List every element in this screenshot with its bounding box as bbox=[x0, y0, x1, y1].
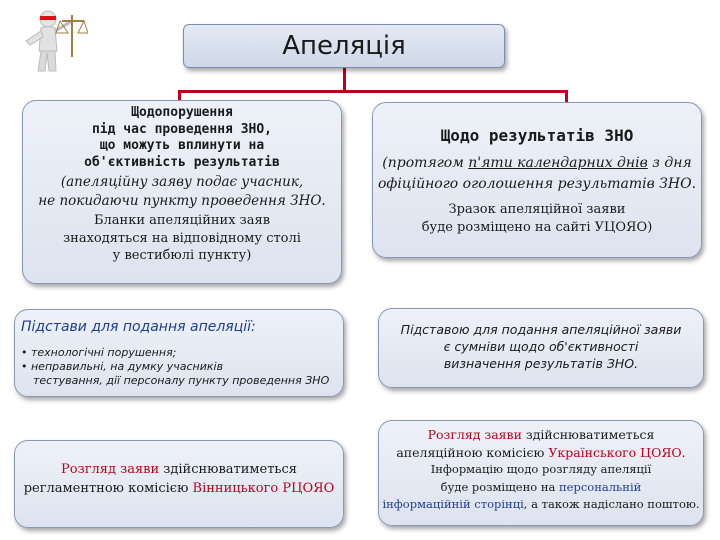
regional-review-line-2: регламентною комісією Вінницького РЦОЯО bbox=[23, 481, 335, 496]
personal-link-text[interactable]: персональній bbox=[559, 479, 642, 494]
info-line-3: інформаційній сторінці, а також надіслано поштою. bbox=[382, 497, 700, 511]
box-regional-review bbox=[14, 440, 344, 528]
grounds-item: тестування, дії персоналу пункту проведення ЗНО bbox=[33, 374, 330, 387]
violation-heading-line: об'єктивність результатів bbox=[84, 154, 280, 170]
review-application-text: Розгляд заяви bbox=[427, 427, 522, 442]
violation-heading-line: під час проведення ЗНО, bbox=[91, 121, 272, 137]
page-title: Апеляція bbox=[183, 24, 505, 68]
connector-line-center bbox=[343, 68, 346, 91]
justice-figure-icon bbox=[12, 5, 88, 75]
box-violation-appeal bbox=[22, 100, 342, 284]
results-term-line: (протягом п'яти календарних днів з дня bbox=[382, 155, 692, 171]
vinnytsia-rcoyao-text: Вінницького РЦОЯО bbox=[192, 481, 335, 496]
box-appeal-grounds bbox=[14, 309, 344, 397]
violation-heading-line: Щодопорушення bbox=[131, 105, 233, 120]
forms-line: знаходяться на відповідному столі bbox=[63, 230, 301, 246]
info-line-2: буде розміщено на персональній bbox=[440, 479, 642, 494]
grounds-item: • технологічні порушення; bbox=[21, 346, 177, 359]
regional-review-line: Розгляд заяви здійснюватиметься bbox=[61, 462, 297, 477]
basis-line: визначення результатів ЗНО. bbox=[443, 356, 639, 371]
central-review-line: Розгляд заяви здійснюватиметься bbox=[427, 427, 655, 442]
sample-line: Зразок апеляційної заяви bbox=[448, 202, 626, 217]
central-review-line-2: апеляційною комісією Українського ЦОЯО. bbox=[396, 444, 686, 460]
ukrainian-tsoyao-text: Українського ЦОЯО bbox=[548, 444, 682, 460]
box-appeal-basis bbox=[378, 308, 704, 388]
violation-note-line: (апеляційну заяву подає учасник, bbox=[60, 174, 304, 190]
connector-line-top bbox=[178, 90, 568, 93]
five-days-text: п'яти календарних днів bbox=[468, 155, 648, 171]
forms-line: у вестибюлі пункту) bbox=[112, 248, 252, 263]
results-term-line-2: офіційного оголошення результатів ЗНО. bbox=[377, 176, 697, 192]
box-results-appeal bbox=[372, 102, 702, 258]
info-line: Інформацію щодо розгляду апеляції bbox=[430, 462, 652, 476]
violation-heading-line: що можуть вплинути на bbox=[99, 138, 265, 153]
basis-line: Підставою для подання апеляційної заяви bbox=[400, 322, 682, 337]
violation-note-line: не покидаючи пункту проведення ЗНО. bbox=[38, 193, 326, 209]
review-application-text: Розгляд заяви bbox=[61, 462, 160, 477]
results-heading: Щодо результатів ЗНО bbox=[440, 126, 634, 145]
basis-line: є сумніви щодо об'єктивності bbox=[443, 339, 639, 354]
forms-line: Бланки апеляційних заяв bbox=[93, 213, 271, 228]
grounds-item: • неправильні, на думку учасників bbox=[21, 360, 224, 373]
info-page-link[interactable]: інформаційній сторінці bbox=[382, 497, 524, 511]
grounds-heading: Підстави для подання апеляції: bbox=[21, 319, 256, 335]
sample-line: буде розміщено на сайті УЦОЯО) bbox=[421, 220, 653, 235]
box-central-review bbox=[378, 420, 704, 526]
